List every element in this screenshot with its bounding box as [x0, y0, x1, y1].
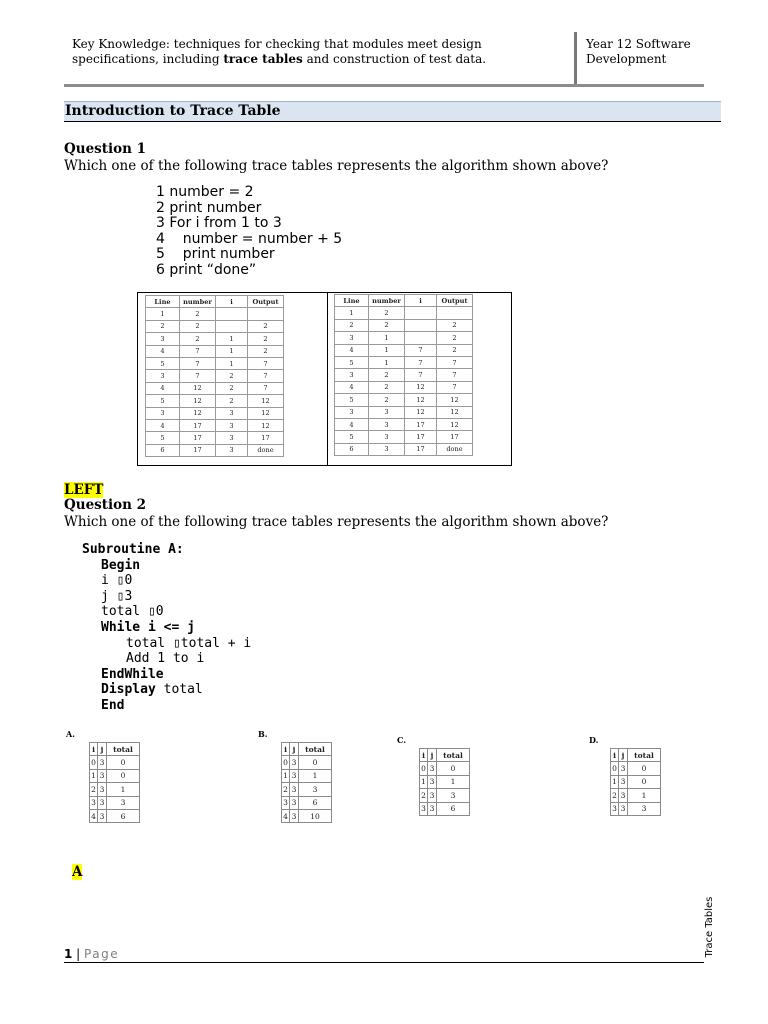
table-cell: 17: [405, 431, 437, 443]
trace-table-right: [334, 294, 473, 456]
table-row: [90, 809, 140, 822]
column-header: i: [282, 743, 290, 756]
column-header: total: [437, 749, 470, 762]
table-cell: 1: [369, 356, 405, 368]
table-row: [611, 762, 661, 775]
table-cell: 3: [299, 783, 332, 796]
table-cell: 3: [428, 789, 437, 802]
table-cell: 12: [405, 381, 437, 393]
table-cell: 4: [282, 809, 290, 822]
table-row: [335, 344, 473, 356]
answer-1-highlight: LEFT: [64, 482, 104, 498]
table-cell: 2: [282, 783, 290, 796]
table-cell: 1: [369, 332, 405, 344]
table-cell: 2: [335, 319, 369, 331]
table-cell: 7: [180, 357, 216, 369]
column-header: j: [428, 749, 437, 762]
header-divider: [574, 32, 577, 86]
table-cell: 0: [282, 756, 290, 769]
header-course: [586, 37, 706, 67]
table-cell: 1: [146, 308, 180, 320]
question-1-trace-tables: [137, 292, 512, 466]
column-header: j: [290, 743, 299, 756]
table-cell: 7: [437, 381, 473, 393]
table-cell: 2: [611, 789, 619, 802]
algo-line: Subroutine A:: [82, 542, 184, 557]
algo-line: Begin: [101, 557, 141, 573]
table-cell: done: [437, 443, 473, 455]
question-2-text: Which one of the following trace tables represents the algorithm shown above?: [64, 514, 609, 530]
table-cell: 12: [180, 382, 216, 394]
table-cell: 4: [146, 345, 180, 357]
table-row: [146, 320, 284, 332]
table-header-row: [146, 296, 284, 308]
option-b-table: [281, 742, 332, 823]
table-row: [146, 432, 284, 444]
table-cell: 0: [107, 756, 140, 769]
option-c-letter: C.: [397, 735, 407, 745]
table-cell: 2: [369, 381, 405, 393]
course-line-2: Development: [586, 52, 667, 66]
table-row: [335, 332, 473, 344]
table-cell: 3: [335, 369, 369, 381]
table-row: [335, 431, 473, 443]
algo-line: total ▯total + i: [126, 635, 252, 651]
table-cell: [405, 319, 437, 331]
table-cell: 3: [335, 332, 369, 344]
table-cell: 3: [98, 756, 107, 769]
table-row: [282, 769, 332, 782]
table-cell: 2: [180, 333, 216, 345]
table-cell: 2: [180, 320, 216, 332]
table-cell: [405, 332, 437, 344]
table-row: [282, 809, 332, 822]
table-cell: 17: [248, 432, 284, 444]
table-cell: 3: [611, 802, 619, 815]
table-row: [420, 802, 470, 815]
table-cell: 0: [107, 769, 140, 782]
table-cell: 7: [405, 344, 437, 356]
table-cell: 3: [369, 431, 405, 443]
table-cell: [216, 320, 248, 332]
header-key-knowledge: [72, 37, 572, 67]
table-cell: 1: [282, 769, 290, 782]
table-row: [146, 419, 284, 431]
table-header-row: [335, 295, 473, 307]
table-row: [335, 418, 473, 430]
table-cell: 3: [216, 419, 248, 431]
table-row: [146, 395, 284, 407]
table-cell: 3: [290, 756, 299, 769]
option-c-table: [419, 748, 470, 816]
page-header: [64, 30, 704, 88]
table-cell: 3: [146, 370, 180, 382]
algo-line: While i <= j: [101, 619, 195, 635]
table-cell: 1: [216, 333, 248, 345]
table-cell: 5: [335, 394, 369, 406]
table-cell: 1: [420, 775, 428, 788]
algo-line: 6 print “done”: [156, 261, 257, 278]
table-cell: 17: [180, 419, 216, 431]
table-cell: 3: [335, 406, 369, 418]
table-cell: 7: [180, 345, 216, 357]
option-a-table: [89, 742, 140, 823]
table-row: [611, 789, 661, 802]
table-cell: 4: [146, 382, 180, 394]
table-cell: 6: [146, 444, 180, 456]
table-row: [90, 783, 140, 796]
table-cell: 2: [437, 332, 473, 344]
page-number: 1: [64, 947, 73, 961]
table-cell: 5: [146, 357, 180, 369]
table-cell: 3: [628, 802, 661, 815]
table-cell: 3: [146, 407, 180, 419]
table-cell: 7: [405, 356, 437, 368]
algo-line: 1 number = 2: [156, 184, 254, 200]
table-row: [335, 319, 473, 331]
table-cell: 6: [299, 796, 332, 809]
footer-separator: |: [72, 947, 85, 961]
table-cell: 3: [619, 775, 628, 788]
table-cell: 3: [619, 762, 628, 775]
table-cell: 0: [628, 762, 661, 775]
table-header-row: [282, 743, 332, 756]
column-header: i: [216, 296, 248, 308]
section-heading: Introduction to Trace Table: [64, 101, 721, 122]
table-row: [282, 783, 332, 796]
table-cell: 2: [146, 320, 180, 332]
table-header-row: [90, 743, 140, 756]
table-cell: 3: [216, 444, 248, 456]
table-cell: 1: [628, 789, 661, 802]
algo-line: 4 number = number + 5: [156, 230, 343, 247]
question-1-title: Question 1: [64, 141, 147, 157]
table-row: [90, 769, 140, 782]
table-row: [90, 796, 140, 809]
table-cell: 1: [216, 345, 248, 357]
table-cell: 4: [335, 344, 369, 356]
table-row: [335, 443, 473, 455]
table-row: [335, 381, 473, 393]
table-cell: 12: [180, 395, 216, 407]
table-cell: 3: [369, 406, 405, 418]
table-cell: 3: [369, 418, 405, 430]
table-cell: 4: [335, 418, 369, 430]
column-header: number: [180, 296, 216, 308]
table-cell: 3: [90, 796, 98, 809]
table-cell: 7: [180, 370, 216, 382]
table-cell: 2: [369, 394, 405, 406]
table-cell: 7: [248, 382, 284, 394]
algorithm-2: [82, 542, 251, 714]
column-header: i: [611, 749, 619, 762]
table-cell: 2: [437, 344, 473, 356]
table-row: [146, 357, 284, 369]
column-header: Line: [146, 296, 180, 308]
table-cell: [248, 308, 284, 320]
table-cell: 7: [248, 370, 284, 382]
table-cell: 3: [98, 783, 107, 796]
column-header: total: [107, 743, 140, 756]
table-cell: 12: [437, 394, 473, 406]
table-row: [420, 775, 470, 788]
table-cell: 2: [369, 307, 405, 319]
algo-line: [82, 682, 251, 698]
table-cell: 5: [335, 356, 369, 368]
table-cell: 2: [369, 369, 405, 381]
table-cell: 5: [146, 432, 180, 444]
table-cell: 3: [98, 809, 107, 822]
table-cell: 3: [420, 802, 428, 815]
table-cell: 0: [420, 762, 428, 775]
algo-line: j ▯3: [101, 588, 133, 604]
column-header: total: [628, 749, 661, 762]
table-row: [146, 444, 284, 456]
table-row: [146, 333, 284, 345]
question-1-text: Which one of the following trace tables represents the algorithm shown above?: [64, 158, 609, 174]
table-cell: 12: [248, 395, 284, 407]
table-cell: 7: [437, 369, 473, 381]
table-row: [282, 796, 332, 809]
table-cell: 2: [248, 345, 284, 357]
table-cell: 3: [290, 783, 299, 796]
table-cell: 3: [216, 432, 248, 444]
table-cell: 2: [437, 319, 473, 331]
page-footer: [64, 947, 119, 961]
table-cell: 2: [216, 382, 248, 394]
table-cell: 12: [405, 406, 437, 418]
table-row: [146, 370, 284, 382]
table-cell: 6: [335, 443, 369, 455]
algo-text: total: [155, 682, 203, 698]
footer-rule: [64, 962, 704, 963]
question-2-title: Question 2: [64, 497, 147, 513]
algo-line: EndWhile: [101, 666, 164, 682]
table-row: [420, 762, 470, 775]
table-row: [146, 308, 284, 320]
option-a-letter: A.: [66, 729, 75, 739]
table-cell: 3: [98, 769, 107, 782]
table-row: [335, 356, 473, 368]
table-cell: 17: [437, 431, 473, 443]
algo-line: i ▯0: [101, 573, 133, 589]
table-cell: 7: [405, 369, 437, 381]
trace-table-left: [145, 295, 284, 457]
column-header: Output: [437, 295, 473, 307]
header-rule: [64, 84, 704, 87]
table-cell: 5: [335, 431, 369, 443]
table-cell: 2: [90, 783, 98, 796]
table-cell: 17: [405, 418, 437, 430]
table-cell: 5: [146, 395, 180, 407]
column-header: i: [90, 743, 98, 756]
table-cell: 2: [420, 789, 428, 802]
table-cell: 17: [180, 444, 216, 456]
table-cell: 1: [90, 769, 98, 782]
algo-line: 3 For i from 1 to 3: [156, 215, 282, 232]
option-d-letter: D.: [589, 735, 599, 745]
table-cell: 0: [628, 775, 661, 788]
column-header: j: [98, 743, 107, 756]
table-cell: 3: [619, 789, 628, 802]
header-text-end: and construction of test data.: [302, 52, 487, 66]
table-row: [611, 775, 661, 788]
table-cell: 12: [437, 418, 473, 430]
table-cell: 0: [90, 756, 98, 769]
table-cell: 12: [405, 394, 437, 406]
header-text: Key Knowledge: techniques for checking that modules meet design specifications, including: [72, 37, 482, 66]
header-bold-text: trace tables: [223, 52, 303, 66]
algo-line: Add 1 to i: [126, 651, 205, 667]
table-row: [420, 789, 470, 802]
table-cell: 3: [282, 796, 290, 809]
table-cell: 3: [107, 796, 140, 809]
table-cell: 3: [290, 769, 299, 782]
page-label: Page: [84, 947, 120, 961]
table-row: [335, 307, 473, 319]
table-cell: 0: [437, 762, 470, 775]
table-cell: 1: [611, 775, 619, 788]
table-cell: 3: [146, 333, 180, 345]
option-b-letter: B.: [258, 729, 268, 739]
table-cell: 6: [437, 802, 470, 815]
column-header: total: [299, 743, 332, 756]
course-line-1: Year 12 Software: [586, 37, 691, 51]
table-row: [335, 406, 473, 418]
table-cell: 12: [248, 407, 284, 419]
column-header: Line: [335, 295, 369, 307]
table-cell: 7: [437, 356, 473, 368]
algorithm-1: [156, 185, 342, 279]
column-header: j: [619, 749, 628, 762]
table-cell: 2: [216, 370, 248, 382]
table-cell: 3: [428, 802, 437, 815]
table-cell: 2: [180, 308, 216, 320]
table-cell: 2: [248, 320, 284, 332]
algo-keyword: Display: [101, 682, 156, 698]
table-cell: done: [248, 444, 284, 456]
table-cell: 1: [369, 344, 405, 356]
table-cell: 4: [90, 809, 98, 822]
table-cell: 12: [437, 406, 473, 418]
column-header: number: [369, 295, 405, 307]
table-row: [335, 369, 473, 381]
table-cell: 1: [299, 769, 332, 782]
table-cell: 17: [405, 443, 437, 455]
table-cell: 1: [437, 775, 470, 788]
table-cell: 3: [428, 762, 437, 775]
table-cell: 6: [107, 809, 140, 822]
table-cell: 4: [335, 381, 369, 393]
table-cell: 3: [369, 443, 405, 455]
table-cell: 0: [299, 756, 332, 769]
table-cell: 3: [98, 796, 107, 809]
column-header: Output: [248, 296, 284, 308]
table-cell: 1: [216, 357, 248, 369]
table-cell: 12: [180, 407, 216, 419]
table-cell: 3: [437, 789, 470, 802]
table-cell: 1: [107, 783, 140, 796]
table-cell: 0: [611, 762, 619, 775]
table-row: [611, 802, 661, 815]
table-cell: 2: [369, 319, 405, 331]
algo-line: End: [101, 697, 125, 713]
table-row: [146, 382, 284, 394]
algo-line: 2 print number: [156, 199, 262, 216]
table-row: [90, 756, 140, 769]
table-row: [282, 756, 332, 769]
algo-line: 5 print number: [156, 246, 275, 263]
table-header-row: [420, 749, 470, 762]
table-cell: 17: [180, 432, 216, 444]
table-cell: 3: [216, 407, 248, 419]
table-cell: 2: [248, 333, 284, 345]
table-row: [146, 407, 284, 419]
option-d-table: [610, 748, 661, 816]
table-header-row: [611, 749, 661, 762]
table-cell: 4: [146, 419, 180, 431]
column-header: i: [405, 295, 437, 307]
side-label: Trace Tables: [704, 896, 715, 958]
table-row: [146, 345, 284, 357]
table-cell: 3: [428, 775, 437, 788]
algo-line: total ▯0: [101, 604, 164, 620]
table-row: [335, 394, 473, 406]
table-cell: [437, 307, 473, 319]
column-header: i: [420, 749, 428, 762]
table-cell: 3: [290, 809, 299, 822]
table-cell: [405, 307, 437, 319]
table-cell: 10: [299, 809, 332, 822]
table-cell: 3: [290, 796, 299, 809]
table-cell: 2: [216, 395, 248, 407]
table-cell: [216, 308, 248, 320]
table-cell: 1: [335, 307, 369, 319]
table-cell: 3: [619, 802, 628, 815]
table-cell: 12: [248, 419, 284, 431]
answer-2-highlight: A: [72, 864, 83, 880]
tables-divider: [327, 293, 328, 465]
table-cell: 7: [248, 357, 284, 369]
